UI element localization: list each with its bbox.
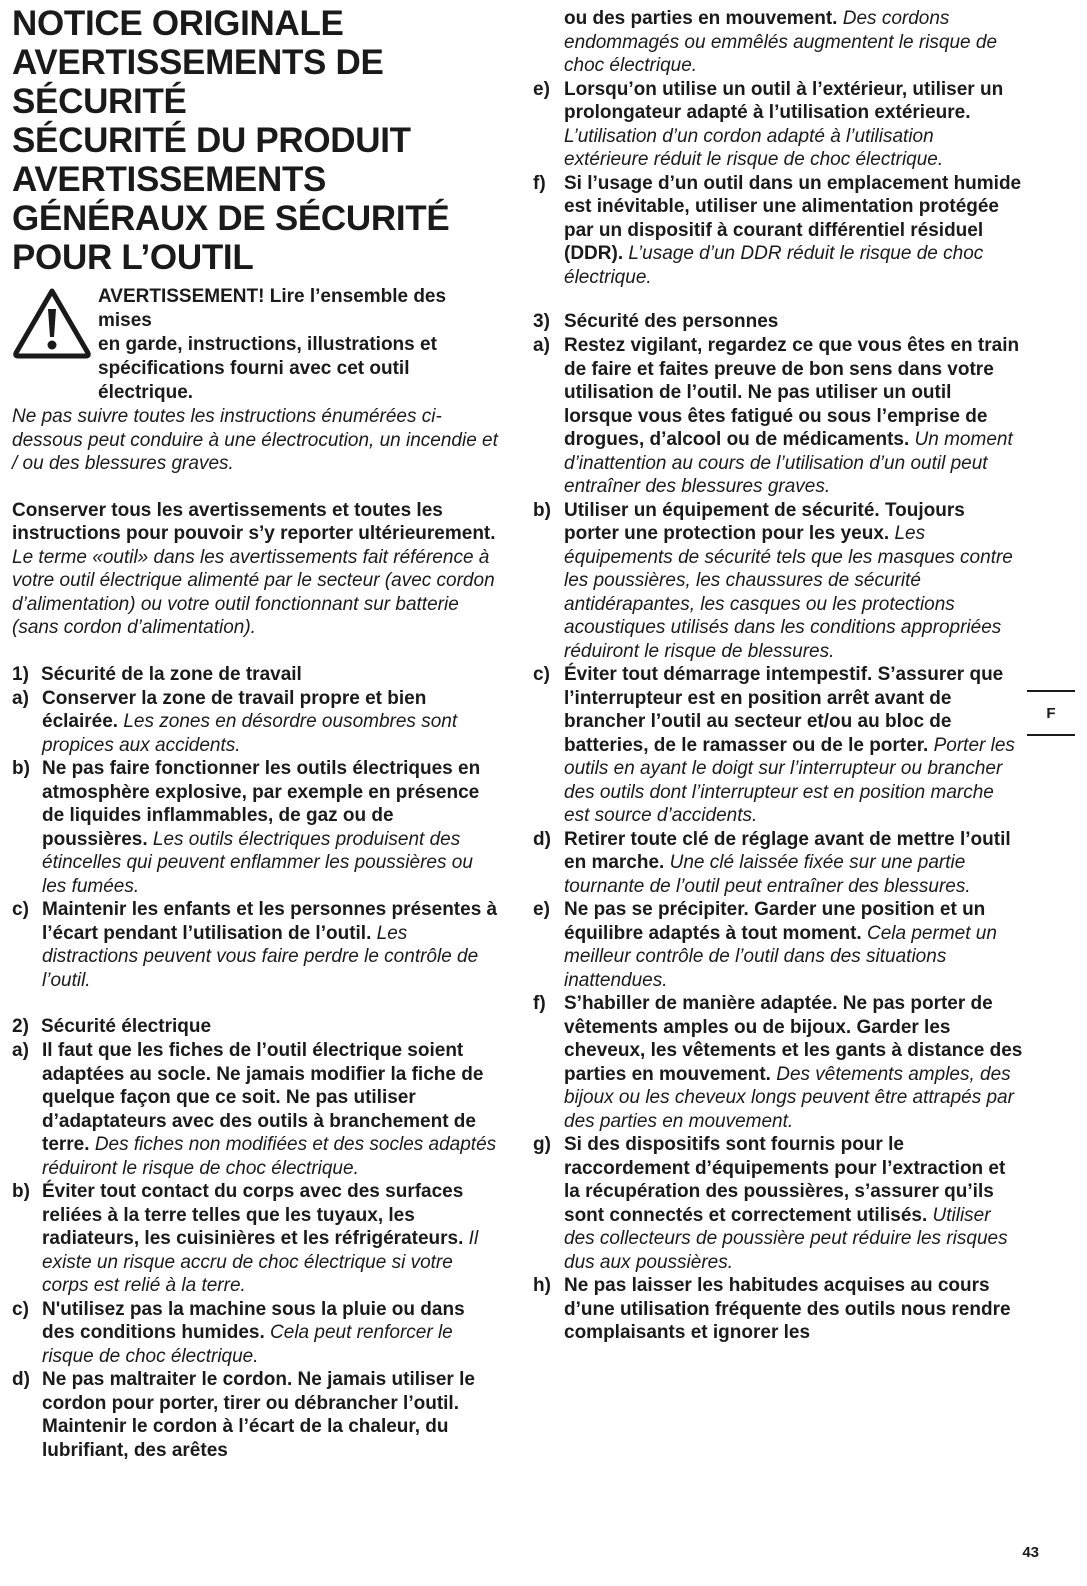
left-column	[12, 0, 500, 1462]
title-line: POUR L’OUTIL	[12, 238, 254, 277]
list-item	[533, 172, 1023, 290]
item-italic-text: Les équipements de sécurité tels que les masques contre les poussières, les chaussures de sécurité antidérapantes, les casques ou les protections acoustiques utilisés dans les conditions appropriées réduiront le risque de blessures.	[564, 523, 1013, 662]
list-item	[533, 828, 1023, 899]
item-label: g)	[533, 1134, 551, 1155]
section-title: Sécurité électrique	[41, 1016, 212, 1037]
title-line: AVERTISSEMENTS	[12, 160, 327, 199]
title-line: NOTICE ORIGINALE	[12, 4, 344, 43]
item-italic-text: Cela peut renforcer le risque de choc électrique.	[42, 1322, 453, 1367]
item-bold-text: Éviter tout démarrage intempestif. S’assurer que l’interrupteur est en position arrêt avant de brancher l’outil au secteur et/ou au bloc de batteries, de le ramasser ou de le porter.	[564, 664, 1004, 756]
page-number: 43	[1022, 1544, 1039, 1561]
item-label: a)	[12, 1040, 29, 1061]
list-item	[12, 687, 500, 758]
list-item-continued	[533, 7, 1023, 78]
item-bold-text: Ne pas laisser les habitudes acquises au cours d’une utilisation fréquente des outils nous rendre complaisants et ignorer les	[564, 1275, 1011, 1343]
title-line: AVERTISSEMENTS DE	[12, 43, 384, 82]
item-bold-text: Restez vigilant, regardez ce que vous êtes en train de faire et faites preuve de bon sens dans votre utilisation de l’outil. Ne pas utiliser un outil lorsque vous êtes fatigué ou sous l’emprise de drogues, d’alcool ou de médicaments.	[564, 335, 1020, 450]
item-bold-text: Maintenir les enfants et les personnes présentes à l’écart pendant l’utilisation de l’outil.	[42, 899, 498, 944]
list-item	[533, 898, 1023, 992]
language-tab: F	[1027, 690, 1075, 736]
item-bold-text: Retirer toute clé de réglage avant de mettre l’outil en marche.	[564, 828, 1011, 873]
item-bold-text: Utiliser un équipement de sécurité. Toujours porter une protection pour les yeux.	[564, 499, 965, 544]
list-item	[533, 1133, 1023, 1274]
page-title	[12, 4, 500, 277]
list-item	[12, 1039, 500, 1180]
list-item	[12, 898, 500, 992]
list-item	[533, 499, 1023, 664]
warning-block	[12, 285, 500, 476]
item-bold-text: Ne pas se précipiter. Garder une position et un équilibre adaptés à tout moment.	[564, 899, 986, 944]
warning-heading: AVERTISSEMENT! Lire l’ensemble des mises	[98, 286, 447, 331]
item-label: b)	[533, 499, 551, 521]
item-bold-text: Si l’usage d’un outil dans un emplacement humide est inévitable, utiliser une alimentation protégée par un dispositif à courant différentiel résiduel (DDR).	[564, 172, 1022, 264]
tool-definition: Le terme «outil» dans les avertissements fait référence à votre outil électrique alimenté par le secteur (avec cordon d’alimentation) ou votre outil fonctionnant sur batterie (sans cordon d’alimentation).	[12, 546, 495, 638]
title-line: SÉCURITÉ DU PRODUIT	[12, 121, 411, 160]
section-heading-electrical	[12, 1015, 500, 1039]
item-italic-text: Utiliser des collecteurs de poussière peut réduire les risques dus aux poussières.	[564, 1204, 1008, 1273]
item-bold-text: S’habiller de manière adaptée. Ne pas porter de vêtements amples ou de bijoux. Garder les cheveux, les vêtements et les gants à distance des parties en mouvement.	[564, 993, 1023, 1085]
item-bold-text: N'utilisez pas la machine sous la pluie ou dans des conditions humides.	[42, 1298, 465, 1343]
item-label: d)	[533, 828, 551, 850]
item-bold-text: Si des dispositifs sont fournis pour le raccordement d’équipements pour l’extraction et la récupération des poussières, s’assurer qu’ils sont connectés et correctement utilisés.	[564, 1134, 1006, 1226]
section-number: 3)	[533, 311, 550, 332]
item-bold-text: ou des parties en mouvement.	[564, 8, 838, 29]
item-italic-text: L’utilisation d’un cordon adapté à l’utilisation extérieure réduit le risque de choc électrique.	[564, 125, 944, 170]
item-italic-text: Des vêtements amples, des bijoux ou les cheveux longs peuvent être attrapés par des parties en mouvement.	[564, 1063, 1014, 1132]
item-label: a)	[533, 335, 550, 356]
item-bold-text: Éviter tout contact du corps avec des surfaces reliées à la terre telles que les tuyaux, les radiateurs, les cuisinières et les réfrigérateurs.	[42, 1181, 464, 1249]
list-item	[533, 1274, 1023, 1345]
item-label: f)	[533, 172, 546, 194]
title-line: GÉNÉRAUX DE SÉCURITÉ	[12, 199, 450, 238]
item-label: e)	[533, 78, 550, 100]
item-italic-text: Cela permet un meilleur contrôle de l’outil dans des situations inattendues.	[564, 922, 997, 991]
list-item	[12, 1368, 500, 1462]
item-label: e)	[533, 899, 550, 920]
list-item	[12, 1180, 500, 1298]
warning-note: Ne pas suivre toutes les instructions énumérées ci-dessous peut conduire à une électrocution, un incendie et / ou des blessures graves.	[12, 406, 498, 474]
list-item	[12, 1298, 500, 1369]
section-number: 1)	[12, 663, 29, 685]
item-italic-text: L’usage d’un DDR réduit le risque de choc électrique.	[564, 243, 984, 288]
title-line: SÉCURITÉ	[12, 82, 187, 121]
item-label: b)	[12, 758, 30, 779]
item-italic-text: Des cordons endommagés ou emmêlés augmentent le risque de choc électrique.	[564, 8, 998, 76]
item-bold-text: Ne pas faire fonctionner les outils électriques en atmosphère explosive, par exemple en présence de liquides inflammables, de gaz ou de poussières.	[42, 758, 481, 850]
item-bold-text: Lorsqu’on utilise un outil à l’extérieur, utiliser un prolongateur adapté à l’utilisation extérieure.	[564, 78, 1004, 123]
right-column	[533, 0, 1023, 1345]
section-heading-personal	[533, 310, 1023, 334]
list-item	[533, 78, 1023, 172]
section-title: Sécurité de la zone de travail	[41, 663, 302, 685]
section-title: Sécurité des personnes	[564, 311, 779, 332]
item-bold-text: Il faut que les fiches de l’outil électrique soient adaptées au socle. Ne jamais modifier la fiche de quelque façon que ce soit. Ne pas utiliser d’adaptateurs avec des outils à branchement de terre.	[42, 1040, 484, 1155]
item-label: b)	[12, 1181, 30, 1202]
item-bold-text: Ne pas maltraiter le cordon. Ne jamais utiliser le cordon pour porter, tirer ou débrancher l’outil. Maintenir le cordon à l’écart de la chaleur, du lubrifiant, des arêtes	[42, 1369, 475, 1461]
list-item	[12, 757, 500, 898]
warning-heading-text: en garde, instructions, illustrations et spécifications fourni avec cet outil électrique.	[98, 334, 437, 403]
item-italic-text: Des fiches non modifiées et des socles adaptés réduiront le risque de choc électrique.	[42, 1134, 497, 1179]
keep-instructions: Conserver tous les avertissements et toutes les instructions pour pouvoir s’y reporter ultérieurement.	[12, 499, 496, 544]
item-italic-text: Porter les outils en ayant le doigt sur l’interrupteur ou brancher des outils dont l’interrupteur est en position marche est source d’accidents.	[564, 734, 1015, 826]
item-label: c)	[12, 1298, 29, 1320]
item-italic-text: Il existe un risque accru de choc électrique si votre corps est relié à la terre.	[42, 1228, 479, 1296]
item-label: d)	[12, 1369, 30, 1390]
section-number: 2)	[12, 1016, 29, 1037]
item-italic-text: Les outils électriques produisent des étincelles qui peuvent enflammer les poussières ou les fumées.	[42, 828, 473, 897]
item-label: c)	[533, 664, 550, 685]
item-label: c)	[12, 899, 29, 920]
list-item	[533, 663, 1023, 828]
item-bold-text: Conserver la zone de travail propre et bien éclairée.	[42, 687, 427, 732]
item-italic-text: Les distractions peuvent vous faire perdre le contrôle de l’outil.	[42, 922, 479, 991]
list-item	[533, 992, 1023, 1133]
item-label: f)	[533, 993, 546, 1014]
item-label: h)	[533, 1275, 551, 1296]
item-label: a)	[12, 687, 29, 709]
item-italic-text: Une clé laissée fixée sur une partie tournante de l’outil peut entraîner des blessures.	[564, 852, 971, 897]
list-item	[533, 334, 1023, 499]
warning-triangle-icon	[12, 287, 92, 359]
item-italic-text: Les zones en désordre ousombres sont propices aux accidents.	[42, 711, 458, 756]
section-heading-work-area	[12, 663, 500, 687]
item-italic-text: Un moment d’inattention au cours de l’utilisation d’un outil peut entraîner des blessures graves.	[564, 429, 1013, 497]
